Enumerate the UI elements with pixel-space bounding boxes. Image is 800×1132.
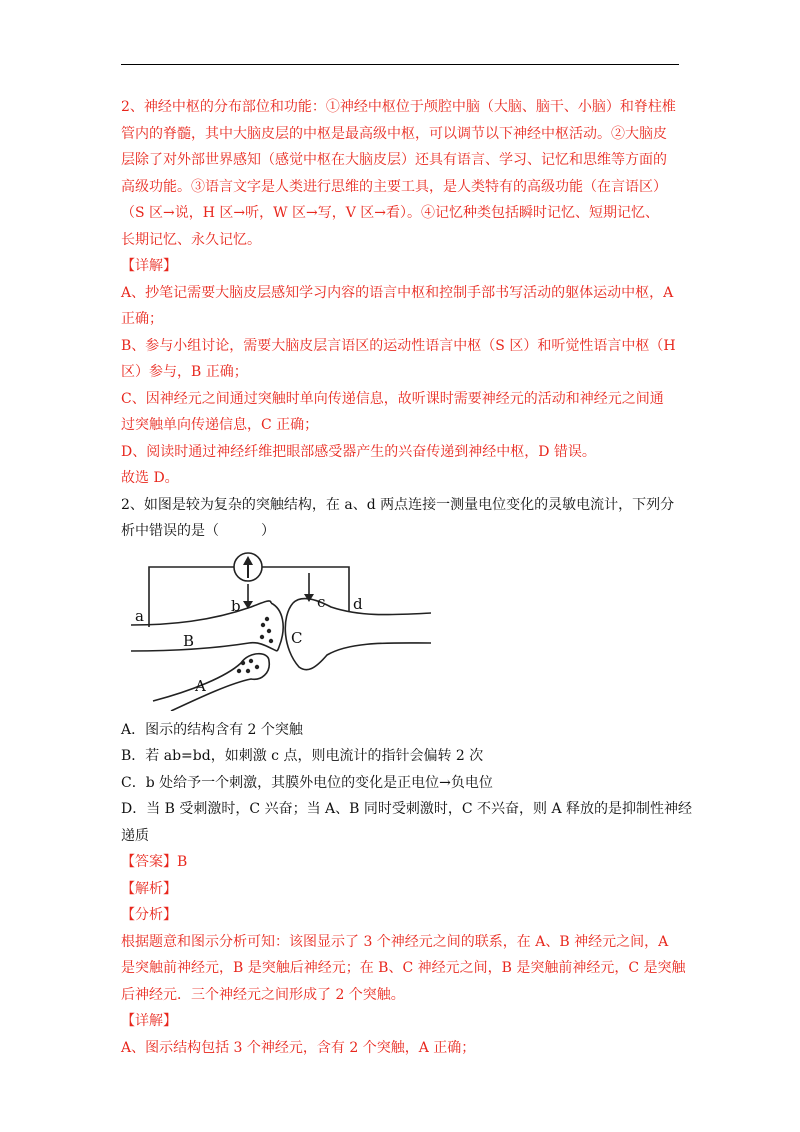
synapse-figure	[131, 551, 431, 711]
label-b: b	[231, 596, 241, 615]
label-neuron-b: B	[183, 631, 195, 650]
option-b: B．若 ab=bd，如刺激 c 点，则电流计的指针会偏转 2 次	[121, 748, 484, 764]
fenxi-line: 是突触前神经元，B 是突触后神经元；在 B、C 神经元之间，B 是突触前神经元，C 是突触	[121, 960, 686, 976]
intro-line: 高级功能。③语言文字是人类进行思维的主要工具，是人类特有的高级功能（在言语区）	[121, 178, 667, 195]
option-d: D．当 B 受刺激时，C 兴奋；当 A、B 同时受刺激时，C 不兴奋，则 A 释放的是抑制性神经	[121, 801, 693, 817]
answer-line: 【答案】B	[121, 854, 188, 870]
detail-line: B、参与小组讨论，需要大脑皮层言语区的运动性语言中枢（S 区）和听觉性语言中枢（H	[121, 337, 676, 354]
wire-left	[149, 567, 234, 627]
fenxi-line: 根据题意和图示分析可知：该图显示了 3 个神经元之间的联系，在 A、B 神经元之间，A	[121, 933, 669, 950]
detail-heading: 【详解】	[121, 258, 177, 274]
detail-line: A、图示结构包括 3 个神经元，含有 2 个突触，A 正确；	[121, 1039, 476, 1056]
wire-right	[262, 567, 349, 611]
vesicle	[269, 638, 273, 642]
option-c: C．b 处给予一个刺激，其膜外电位的变化是正电位→负电位	[121, 774, 493, 791]
vesicle	[237, 668, 241, 672]
detail-line: 过突触单向传递信息，C 正确；	[121, 417, 319, 433]
label-a: a	[135, 606, 144, 625]
detail-line: 区）参与，B 正确；	[121, 364, 248, 380]
detail-line: D、阅读时通过神经纤维把眼部感受器产生的兴奋传递到神经中枢，D 错误。	[121, 443, 596, 460]
label-neuron-a: A	[195, 676, 206, 695]
galvanometer-needle-head	[243, 556, 253, 565]
label-neuron-c: C	[291, 628, 303, 647]
option-a: A．图示的结构含有 2 个突触	[121, 721, 303, 738]
synapse-diagram	[121, 551, 681, 711]
option-d-cont: 递质	[121, 827, 149, 844]
analysis-heading: 【解析】	[121, 880, 177, 897]
galvanometer-needle	[247, 564, 249, 578]
question-line: 析中错误的是（ ）	[121, 523, 275, 539]
detail-line: C、因神经元之间通过突触时单向传递信息，故听课时需要神经元的活动和神经元之间通	[121, 390, 664, 407]
vesicle	[261, 622, 265, 626]
detail-line: 正确；	[121, 311, 163, 327]
intro-line: 长期记忆、永久记忆。	[121, 231, 261, 248]
intro-line: （S 区→说，H 区→听，W 区→写，V 区→看）。④记忆种类包括瞬时记忆、短期记忆、	[121, 205, 660, 221]
fenxi-heading: 【分析】	[121, 907, 177, 923]
header-rule	[121, 64, 679, 65]
detail-line: A、抄笔记需要大脑皮层感知学习内容的语言中枢和控制手部书写活动的躯体运动中枢，A	[121, 284, 674, 301]
question-line: 2、如图是较为复杂的突触结构，在 a、d 两点连接一测量电位变化的灵敏电流计，下列分	[121, 496, 675, 513]
page-content	[121, 94, 693, 1061]
intro-line: 2、神经中枢的分布部位和功能：①神经中枢位于颅腔中脑（大脑、脑干、小脑）和脊柱椎	[121, 99, 676, 115]
neuron-b-lower	[131, 642, 277, 650]
fenxi-line: 后神经元．三个神经元之间形成了 2 个突触。	[121, 986, 405, 1003]
vesicle	[267, 628, 271, 632]
intro-line: 层除了对外部世界感知（感觉中枢在大脑皮层）还具有语言、学习、记忆和思维等方面的	[121, 152, 667, 168]
vesicle	[249, 658, 253, 662]
neuron-b-terminal	[271, 603, 283, 651]
vesicle	[260, 634, 264, 638]
detail-heading: 【详解】	[121, 1013, 177, 1029]
vesicle	[255, 664, 259, 668]
detail-line: 故选 D。	[121, 470, 179, 486]
arrow-b-head	[243, 601, 253, 609]
vesicle	[265, 616, 269, 620]
vesicle	[241, 660, 245, 664]
label-c: c	[317, 592, 326, 611]
intro-line: 管内的脊髓，其中大脑皮层的中枢是最高级中枢，可以调节以下神经中枢活动。②大脑皮	[121, 125, 667, 142]
vesicle	[246, 668, 250, 672]
label-d: d	[353, 594, 363, 613]
